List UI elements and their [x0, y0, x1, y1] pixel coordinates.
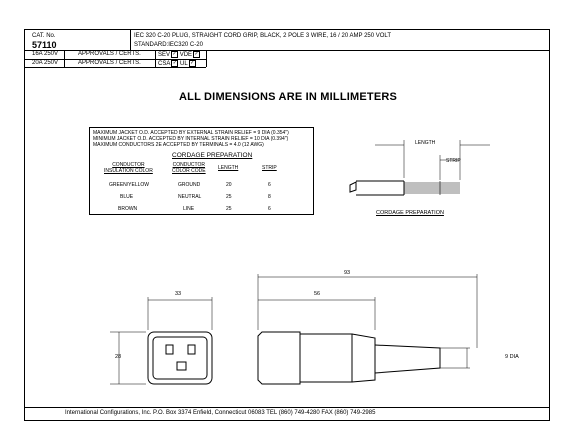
length-label: LENGTH [415, 140, 436, 146]
cat-no-label: CAT. No. [32, 33, 56, 39]
row-code: GROUND [178, 182, 201, 188]
approvals-label-2: APPROVALS / CERTS. [78, 60, 141, 66]
approvals-label-1: APPROVALS / CERTS. [78, 51, 141, 57]
row-length: 25 [226, 206, 232, 212]
row-strip: 6 [268, 182, 271, 188]
dim-width: 33 [175, 291, 182, 297]
dim-cord: 9 DIA [505, 354, 519, 360]
col-length: LENGTH [218, 165, 239, 171]
dim-height: 28 [115, 354, 122, 360]
note-line-1: MAXIMUM JACKET O.D. ACCEPTED BY EXTERNAL STRAIN RELIEF = 9 DIA (0.354") [93, 130, 289, 136]
row-length: 25 [226, 194, 232, 200]
rating-20a: 20A 250V [32, 60, 59, 66]
strip-label: STRIP [446, 158, 461, 164]
check-icon: ✓ [172, 51, 177, 57]
dim-overall: 93 [344, 270, 351, 276]
cat-no: 57110 [32, 40, 57, 50]
mark-ul: UL [180, 61, 188, 68]
col-strip: STRIP [262, 165, 277, 171]
front-view [110, 297, 212, 384]
mark-csa: CSA [158, 61, 171, 68]
row-length: 20 [226, 182, 232, 188]
check-icon: ✓ [194, 51, 199, 57]
note-line-2: MINIMUM JACKET O.D. ACCEPTED BY INTERNAL STRAIN RELIEF = 10 DIA (0.394") [93, 136, 289, 142]
row-strip: 6 [268, 206, 271, 212]
cordage-prep-drawing [350, 140, 490, 195]
company-footer: International Configurations, Inc. P.O. Box 3374 Enfield, Connecticut 06083 TEL (860) 749-4280 FAX (860) 749-2985 [65, 410, 376, 416]
rating-16a: 16A 250V [32, 51, 59, 57]
row-insulation: BROWN [118, 206, 138, 212]
row-insulation: GREEN/YELLOW [109, 182, 150, 188]
drawing-title: ALL DIMENSIONS ARE IN MILLIMETERS [179, 91, 398, 103]
mark-vde: VDE [179, 52, 193, 59]
check-icon: ✓ [172, 60, 177, 66]
dim-body: 56 [314, 291, 321, 297]
row-insulation: BLUE [120, 194, 134, 200]
row-code: LINE [183, 206, 195, 212]
standard-label: STANDARD:IEC320 C-20 [134, 42, 203, 48]
col-insulation-color: CONDUCTOR INSULATION COLOR [104, 162, 153, 174]
col-color-code: CONDUCTOR COLOR CODE [172, 162, 206, 174]
mark-sev: SEV [158, 52, 171, 59]
row-strip: 8 [268, 194, 271, 200]
cordage-table-title: CORDAGE PREPARATION [172, 152, 253, 159]
note-line-3: MAXIMUM CONDUCTORS 2E ACCEPTED BY TERMINALS = 4.0 (12 AWG) [93, 142, 264, 148]
product-description: IEC 320 C-20 PLUG, STRAIGHT CORD GRIP, BLACK, 2 POLE 3 WIRE, 16 / 20 AMP 250 VOLT [134, 33, 391, 39]
check-icon: ✓ [190, 60, 195, 66]
prep-caption: CORDAGE PREPARATION [376, 210, 444, 216]
side-view [258, 274, 477, 384]
row-code: NEUTRAL [178, 194, 202, 200]
